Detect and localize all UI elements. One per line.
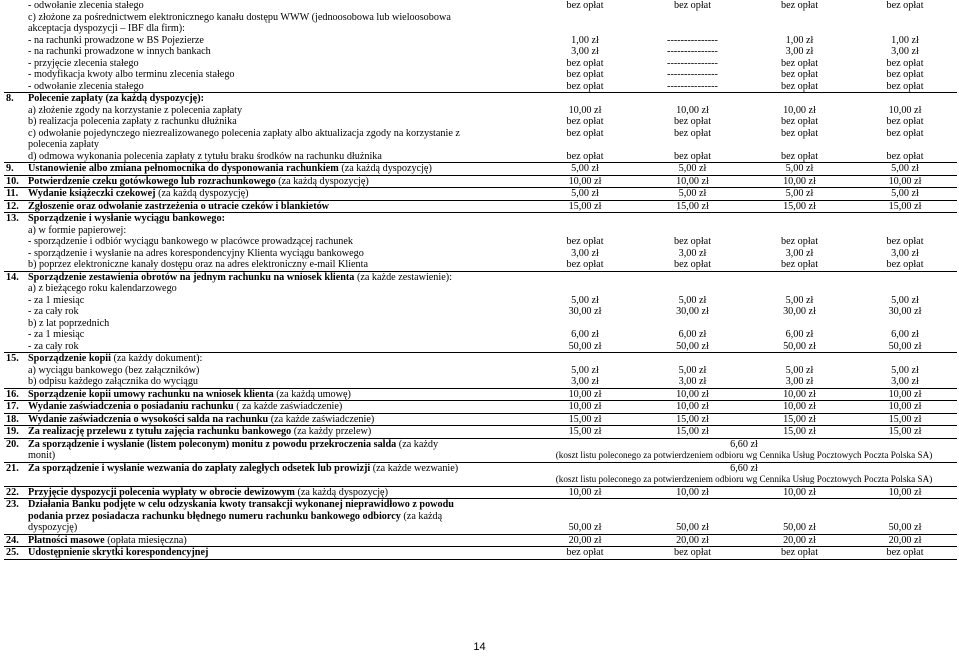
fee-value: 5,00 zł: [891, 163, 919, 174]
row-label: b) poprzez elektroniczne kanały dostępu oraz na adres elektroniczny e-mail Klienta: [28, 259, 368, 270]
fee-value: bez opłat: [780, 57, 819, 69]
row-label: a) wyciągu bankowego (bez załączników): [28, 364, 200, 376]
fee-value: 20,00 zł: [888, 534, 922, 546]
fee-value: 30,00 zł: [888, 306, 922, 317]
row-label: polecenia zapłaty: [28, 139, 99, 150]
fee-value: bez opłat: [886, 57, 924, 69]
section-title: Wydanie zaświadczenia o posiadaniu rachunku: [28, 401, 234, 412]
row-note: (za każdy przelew): [291, 426, 372, 437]
fee-value: bez opłat: [780, 236, 819, 247]
fee-value: 10,00 zł: [783, 388, 816, 400]
fee-value: 5,00 zł: [571, 188, 599, 199]
fee-value: 5,00 zł: [785, 163, 814, 174]
fee-value: 10,00 zł: [783, 486, 816, 498]
fee-value: ---------------: [667, 34, 718, 46]
row-number: 18.: [6, 413, 19, 425]
table-row: [4, 271, 957, 353]
fee-value: 3,00 zł: [571, 46, 599, 57]
row-label: - za 1 miesiąc: [28, 294, 85, 306]
fee-value: 50,00 zł: [568, 522, 602, 533]
row-label: - odwołanie zlecenia stałego: [28, 0, 144, 11]
fee-value: bez opłat: [673, 259, 712, 270]
row-label: monit): [28, 450, 56, 461]
section-title: Potwierdzenie czeku gotówkowego lub rozrachunkowego: [28, 175, 276, 187]
fee-note: (koszt listu poleconego za potwierdzeniem odbioru wg Cennika Usług Pocztowych Poczta Polska SA): [555, 450, 933, 460]
fee-value: 20,00 zł: [568, 534, 602, 546]
fee-value: ---------------: [667, 46, 718, 57]
row-note: (za każde zestawienie):: [354, 271, 452, 283]
fee-value: 10,00 zł: [568, 175, 602, 187]
fee-value: bez opłat: [566, 80, 604, 92]
table-row: [4, 81, 957, 93]
table-row: [4, 426, 957, 439]
table-row: [4, 388, 957, 401]
fee-value: 5,00 zł: [785, 188, 814, 199]
table-row: [4, 175, 957, 188]
row-note: (za każdy dokument):: [110, 353, 203, 364]
row-note: (opłata miesięczna): [104, 534, 187, 546]
fee-value: 5,00 zł: [678, 364, 707, 376]
table-row: [4, 151, 957, 163]
fee-value: 10,00 zł: [783, 175, 816, 187]
table-row: [4, 163, 957, 176]
fee-value: 15,00 zł: [676, 413, 709, 425]
fee-value: bez opłat: [886, 127, 924, 139]
page-number: 14: [473, 641, 486, 653]
fee-value: bez opłat: [566, 236, 604, 247]
fee-value: 10,00 zł: [676, 401, 709, 412]
fee-value: 50,00 zł: [676, 340, 709, 352]
table-row: [4, 534, 957, 547]
fee-value: 50,00 zł: [888, 522, 922, 533]
row-number: 13.: [6, 213, 19, 224]
table-row: [4, 200, 957, 213]
fee-value: 10,00 zł: [888, 175, 922, 187]
fee-value: 15,00 zł: [783, 200, 816, 212]
fee-value: bez opłat: [780, 116, 819, 127]
row-number: 24.: [6, 534, 19, 546]
fee-value: bez opłat: [566, 150, 604, 162]
fee-value: bez opłat: [566, 127, 604, 139]
row-note: (za każdą dyspozycję): [155, 188, 249, 199]
fee-value: 15,00 zł: [568, 200, 602, 212]
fee-value: 10,00 zł: [676, 388, 709, 400]
fee-value: 5,00 zł: [571, 294, 599, 306]
fee-value: 5,00 zł: [571, 163, 599, 174]
fee-value: 5,00 zł: [891, 364, 919, 376]
table-row: [4, 0, 957, 12]
row-label: dyspozycję): [28, 522, 78, 533]
fee-value: ---------------: [667, 57, 718, 69]
fee-value: 3,00 zł: [785, 376, 814, 387]
row-label: a) w formie papierowej:: [28, 224, 127, 236]
fee-value: 10,00 zł: [676, 104, 709, 116]
row-number: 14.: [6, 271, 19, 283]
table-row: [4, 413, 957, 426]
table-row: [4, 46, 957, 58]
fee-value: 5,00 zł: [891, 294, 919, 306]
row-label: - za 1 miesiąc: [28, 329, 85, 340]
row-note: (za każde wezwanie): [370, 462, 459, 474]
fee-value: bez opłat: [886, 0, 924, 11]
fee-value: 30,00 zł: [568, 306, 602, 317]
table-row: [4, 69, 957, 81]
fee-value: 1,00 zł: [571, 34, 599, 46]
fee-value: bez opłat: [566, 0, 604, 11]
fee-value: 50,00 zł: [783, 522, 816, 533]
section-title: Wydanie zaświadczenia o wysokości salda na rachunku: [28, 413, 269, 425]
row-note: (za każde zaświadczenie): [268, 413, 375, 425]
fee-value: 15,00 zł: [568, 413, 602, 425]
fee-value: 3,00 zł: [571, 376, 599, 387]
section-title: Sporządzenie kopii: [28, 353, 111, 364]
fee-value: 50,00 zł: [568, 340, 602, 352]
fee-value: 10,00 zł: [783, 104, 816, 116]
fee-value: bez opłat: [886, 150, 924, 162]
row-label: a) z bieżącego roku kalendarzowego: [28, 283, 177, 294]
row-label: - sporządzenie i odbiór wyciągu bankowego w placówce prowadzącej rachunek: [28, 236, 354, 247]
row-number: 9.: [6, 163, 14, 174]
fee-value: 3,00 zł: [891, 376, 919, 387]
fee-value: 5,00 zł: [678, 163, 707, 174]
fee-value: 5,00 zł: [571, 364, 599, 376]
section-title: Za sporządzenie i wysłanie wezwania do zapłaty zaległych odsetek lub prowizji: [28, 462, 371, 474]
row-number: 23.: [6, 499, 19, 510]
fee-value: 15,00 zł: [676, 200, 709, 212]
row-note: (za każdą umowę): [273, 388, 351, 400]
fee-value: 5,00 zł: [678, 294, 707, 306]
fee-note: (koszt listu poleconego za potwierdzeniem odbioru wg Cennika Usług Pocztowych Poczta Polska SA): [555, 474, 933, 484]
fee-value: 6,00 zł: [785, 329, 814, 340]
fee-value: 30,00 zł: [676, 306, 709, 317]
fee-value: bez opłat: [886, 236, 924, 247]
fee-value: 50,00 zł: [676, 522, 709, 533]
fee-value: bez opłat: [673, 127, 712, 139]
table-bottom-border: [4, 559, 957, 560]
table-row: [4, 116, 957, 128]
fee-table: [4, 0, 957, 560]
fee-value: 10,00 zł: [888, 401, 922, 412]
fee-value: ---------------: [667, 69, 718, 80]
fee-value: bez opłat: [886, 69, 924, 80]
row-label: - przyjęcie zlecenia stałego: [28, 57, 139, 69]
fee-value: bez opłat: [673, 116, 712, 127]
row-label: c) złożone za pośrednictwem elektronicznego kanału dostępu WWW (jednoosobowa lub wieloosobowa: [28, 11, 451, 23]
section-title: Za sporządzenie i wysłanie (listem poleconym) monitu z powodu przekroczenia salda: [28, 438, 397, 450]
row-label: - za cały rok: [28, 306, 79, 317]
table-row: [4, 499, 957, 535]
row-number: 11.: [6, 188, 19, 199]
fee-value: 10,00 zł: [568, 388, 602, 400]
section-title: Udostępnienie skrytki korespondencyjnej: [28, 547, 209, 558]
fee-value: 5,00 zł: [891, 188, 919, 199]
row-label: - odwołanie zlecenia stałego: [28, 80, 144, 92]
fee-value: bez opłat: [566, 547, 604, 558]
table-row: [4, 35, 957, 47]
fee-value: bez opłat: [673, 150, 712, 162]
section-title: Sporządzenie zestawienia obrotów na jednym rachunku na wniosek klienta: [28, 271, 355, 283]
fee-value: bez opłat: [566, 69, 604, 80]
fee-value: bez opłat: [886, 116, 924, 127]
row-number: 21.: [6, 462, 19, 474]
fee-value: bez opłat: [780, 127, 819, 139]
section-title: Za realizację przelewu z tytułu zajęcia rachunku bankowego: [28, 426, 292, 437]
fee-value: 20,00 zł: [676, 534, 709, 546]
row-label: c) odwołanie pojedynczego niezrealizowanego polecenia zapłaty albo aktualizacja zgody na korzystanie z: [28, 127, 460, 139]
fee-value: bez opłat: [566, 116, 604, 127]
table-row: [4, 486, 957, 499]
fee-value: 20,00 zł: [783, 534, 816, 546]
fee-value: 3,00 zł: [571, 247, 599, 259]
table-row: [4, 12, 957, 24]
row-number: 10.: [6, 175, 19, 187]
fee-value: 6,60 zł: [730, 438, 758, 450]
fee-value: bez opłat: [780, 69, 819, 80]
fee-value: ---------------: [667, 80, 718, 92]
section-title: Ustanowienie albo zmiana pełnomocnika do dysponowania rachunkiem: [28, 163, 339, 174]
fee-value: 1,00 zł: [785, 34, 814, 46]
table-row: [4, 462, 957, 486]
fee-value: 3,00 zł: [785, 46, 814, 57]
row-note: (za każdą dyspozycję): [338, 163, 432, 174]
fee-value: bez opłat: [566, 259, 604, 270]
fee-value: 1,00 zł: [891, 34, 919, 46]
table-row: [4, 438, 957, 462]
table-row: [4, 188, 957, 201]
fee-value: bez opłat: [780, 0, 819, 11]
table-row: [4, 58, 957, 70]
row-label: d) odmowa wykonania polecenia zapłaty z tytułu braku środków na rachunku dłużnika: [28, 150, 382, 162]
fee-value: 15,00 zł: [568, 426, 602, 437]
fee-value: 15,00 zł: [783, 426, 816, 437]
row-note: (za każdą: [400, 510, 443, 522]
row-number: 19.: [6, 426, 19, 437]
fee-value: 10,00 zł: [568, 401, 602, 412]
table-row: [4, 547, 957, 560]
fee-value: 10,00 zł: [888, 104, 922, 116]
row-label: akceptacja dyspozycji – IBF dla firm):: [28, 23, 186, 34]
fee-value: 5,00 zł: [785, 294, 814, 306]
row-label: - sporządzenie i wysłanie na adres korespondencyjny Klienta wyciągu bankowego: [28, 247, 364, 259]
row-number: 16.: [6, 388, 19, 400]
fee-value: 10,00 zł: [888, 486, 922, 498]
fee-value: 50,00 zł: [783, 340, 816, 352]
fee-value: 6,00 zł: [891, 329, 919, 340]
row-label: - na rachunki prowadzone w BS Pojezierze: [28, 34, 204, 46]
row-label: b) odpisu każdego załącznika do wyciągu: [28, 376, 199, 387]
fee-value: bez opłat: [673, 547, 712, 558]
fee-value: 3,00 zł: [891, 46, 919, 57]
fee-value: bez opłat: [673, 236, 712, 247]
row-label: - za cały rok: [28, 340, 79, 352]
fee-value: 50,00 zł: [888, 340, 922, 352]
row-label: - na rachunki prowadzone w innych bankach: [28, 46, 211, 57]
row-number: 25.: [6, 547, 19, 558]
section-title: Płatności masowe: [28, 534, 105, 546]
row-note: (za każdą dyspozycję): [294, 486, 388, 498]
fee-value: 15,00 zł: [888, 413, 922, 425]
row-note: (za każdy: [396, 438, 439, 450]
fee-value: 10,00 zł: [568, 104, 602, 116]
row-number: 20.: [6, 438, 19, 450]
fee-value: bez opłat: [886, 547, 924, 558]
fee-value: bez opłat: [780, 259, 819, 270]
fee-value: 10,00 zł: [676, 175, 709, 187]
section-title: Sporządzenie i wysłanie wyciągu bankowego:: [28, 213, 225, 224]
section-title: podania przez posiadacza rachunku błędnego numeru rachunku bankowego odbiorcy: [28, 510, 401, 522]
fee-value: 15,00 zł: [888, 426, 922, 437]
fee-value: 15,00 zł: [888, 200, 922, 212]
table-row: [4, 93, 957, 105]
fee-value: bez opłat: [780, 80, 819, 92]
fee-value: 6,00 zł: [678, 329, 707, 340]
table-row: [4, 353, 957, 389]
fee-value: bez opłat: [780, 150, 819, 162]
section-title: Wydanie książeczki czekowej: [28, 188, 156, 199]
fee-value: 5,00 zł: [678, 188, 707, 199]
fee-value: bez opłat: [780, 547, 819, 558]
fee-value: 30,00 zł: [783, 306, 816, 317]
fee-value: 3,00 zł: [678, 247, 707, 259]
fee-value: 15,00 zł: [676, 426, 709, 437]
fee-value: 10,00 zł: [783, 401, 816, 412]
fee-value: 3,00 zł: [678, 376, 707, 387]
row-label: b) realizacja polecenia zapłaty z rachunku dłużnika: [28, 116, 237, 127]
fee-value: 6,00 zł: [571, 329, 599, 340]
section-title: Polecenie zapłaty (za każdą dyspozycję):: [28, 93, 204, 104]
row-label: b) z lat poprzednich: [28, 317, 110, 329]
section-title: Zgłoszenie oraz odwołanie zastrzeżenia o utracie czeków i blankietów: [28, 200, 330, 212]
fee-value: 3,00 zł: [891, 247, 919, 259]
section-title: Sporządzenie kopii umowy rachunku na wniosek klienta: [28, 388, 274, 400]
row-number: 15.: [6, 353, 19, 364]
fee-value: 10,00 zł: [568, 486, 602, 498]
fee-value: 5,00 zł: [785, 364, 814, 376]
row-number: 12.: [6, 200, 19, 212]
table-row: [4, 23, 957, 35]
fee-value: 10,00 zł: [888, 388, 922, 400]
fee-value: bez opłat: [673, 0, 712, 11]
fee-value: bez opłat: [886, 259, 924, 270]
row-note: (za każdą dyspozycję): [275, 175, 369, 187]
table-row: [4, 213, 957, 272]
row-label: a) złożenie zgody na korzystanie z polecenia zapłaty: [28, 104, 243, 116]
section-title: Działania Banku podjęte w celu odzyskania kwoty transakcji wykonanej nieprawidłowo z powodu: [28, 499, 454, 510]
fee-value: 15,00 zł: [783, 413, 816, 425]
table-row: [4, 105, 957, 117]
fee-value: 10,00 zł: [676, 486, 709, 498]
row-note: ( za każde zaświadczenie): [233, 401, 343, 412]
row-number: 8.: [6, 93, 14, 104]
row-number: 17.: [6, 401, 19, 412]
section-title: Przyjęcie dyspozycji polecenia wypłaty w obrocie dewizowym: [28, 486, 295, 498]
fee-value: 6,60 zł: [730, 462, 758, 474]
fee-value: 3,00 zł: [785, 247, 814, 259]
fee-value: bez opłat: [886, 80, 924, 92]
table-row: [4, 128, 957, 151]
row-label: - modyfikacja kwoty albo terminu zlecenia stałego: [28, 69, 235, 80]
table-row: [4, 401, 957, 414]
fee-value: bez opłat: [566, 57, 604, 69]
row-number: 22.: [6, 486, 19, 498]
